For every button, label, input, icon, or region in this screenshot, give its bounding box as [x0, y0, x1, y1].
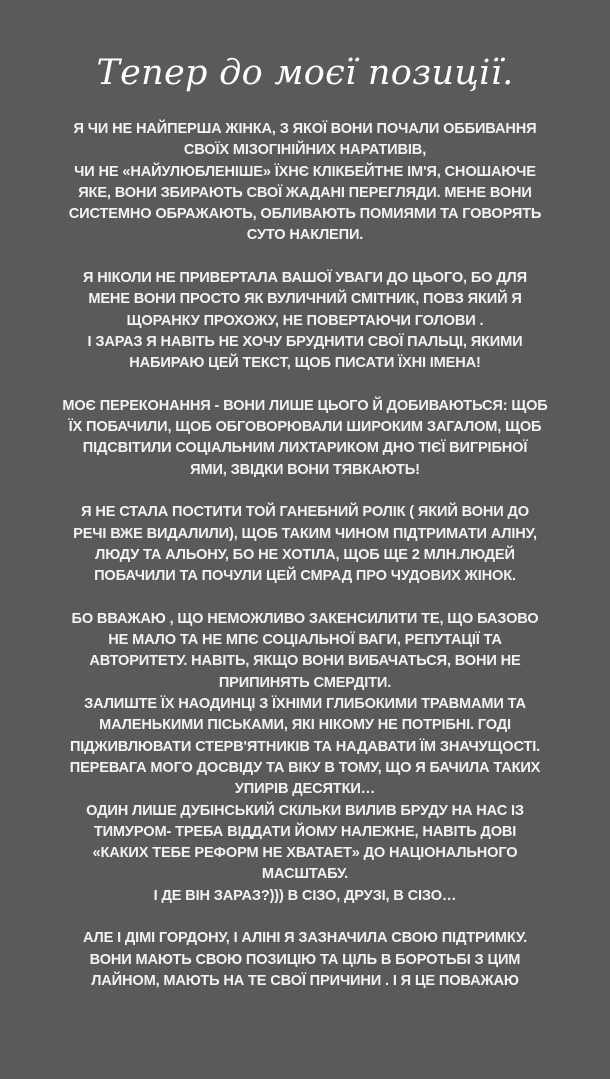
text-line: УПИРІВ ДЕСЯТКИ… — [234, 781, 376, 798]
text-line: ЛАЙНОМ, МАЮТЬ НА ТЕ СВОЇ ПРИЧИНИ . І Я ЦЕ ПОВАЖАЮ — [91, 972, 519, 989]
text-line: СИСТЕМНО ОБРАЖАЮТЬ, ОБЛИВАЮТЬ ПОМИЯМИ ТА ГОВОРЯТЬ — [68, 206, 542, 223]
paragraph-2 — [10, 268, 600, 374]
text-line: Я ЧИ НЕ НАЙПЕРША ЖІНКА, З ЯКОЇ ВОНИ ПОЧАЛИ ОББИВАННЯ — [73, 121, 537, 137]
text-line: ПОБАЧИЛИ ТА ПОЧУЛИ ЦЕЙ СМРАД ПРО ЧУДОВИХ ЖІНОК. — [94, 568, 516, 585]
text-line: ОДИН ЛИШЕ ДУБІНСЬКИЙ СКІЛЬКИ ВИЛИВ БРУДУ НА НАС ІЗ — [86, 802, 524, 819]
paragraph-6 — [10, 928, 600, 992]
paragraph-5 — [10, 609, 600, 907]
paragraph-3 — [10, 396, 600, 481]
text-line: ЧИ НЕ «НАЙУЛЮБЛЕНІШЕ» ЇХНЄ КЛІКБЕЙТНЕ ІМ'Я, СНОШАЮЧЕ — [74, 163, 536, 180]
text-line: ЩОРАНКУ ПРОХОЖУ, НЕ ПОВЕРТАЮЧИ ГОЛОВИ . — [126, 312, 484, 329]
text-line: «КАКИХ ТЕБЕ РЕФОРМ НЕ ХВАТАЕТ» ДО НАЦІОНАЛЬНОГО — [92, 845, 518, 862]
paragraph-1 — [10, 119, 600, 247]
story-title: Тепер до моєї позиції. — [96, 53, 514, 93]
text-line: МОЄ ПЕРЕКОНАННЯ - ВОНИ ЛИШЕ ЦЬОГО Й ДОБИВАЮТЬСЯ: ЩОБ — [62, 397, 548, 414]
text-line: ПЕРЕВАГА МОГО ДОСВІДУ ТА ВІКУ В ТОМУ, ЩО Я БАЧИЛА ТАКИХ — [69, 759, 541, 776]
text-line: ЛЮДУ ТА АЛЬОНУ, БО НЕ ХОТІЛА, ЩОБ ЩЕ 2 МЛН.ЛЮДЕЙ — [95, 546, 515, 563]
text-line: МЕНЕ ВОНИ ПРОСТО ЯК ВУЛИЧНИЙ СМІТНИК, ПОВЗ ЯКИЙ Я — [88, 291, 522, 308]
text-line: МАЛЕНЬКИМИ ПІСЬКАМИ, ЯКІ НІКОМУ НЕ ПОТРІБНІ. ГОДІ — [99, 717, 511, 734]
paragraph-4 — [10, 502, 600, 587]
text-line: РЕЧІ ВЖЕ ВИДАЛИЛИ), ЩОБ ТАКИМ ЧИНОМ ПІДТРИМАТИ АЛІНУ, — [73, 525, 537, 542]
text-line: БО ВВАЖАЮ , ЩО НЕМОЖЛИВО ЗАКЕНСИЛИТИ ТЕ, ЩО БАЗОВО — [71, 610, 539, 627]
text-line: ВОНИ МАЮТЬ СВОЮ ПОЗИЦІЮ ТА ЦІЛЬ В БОРОТЬБІ З ЦИМ — [89, 951, 521, 968]
text-line: ТИМУРОМ- ТРЕБА ВІДДАТИ ЙОМУ НАЛЕЖНЕ, НАВІТЬ ДОВІ — [93, 823, 517, 840]
text-line: І ДЕ ВІН ЗАРАЗ?))) В СІЗО, ДРУЗІ, В СІЗО… — [153, 887, 457, 904]
text-line: ЯКЕ, ВОНИ ЗБИРАЮТЬ СВОЇ ЖАДАНІ ПЕРЕГЛЯДИ. МЕНЕ ВОНИ — [78, 184, 532, 201]
text-line: АЛЕ І ДІМІ ГОРДОНУ, І АЛІНІ Я ЗАЗНАЧИЛА СВОЮ ПІДТРИМКУ. — [82, 930, 528, 947]
text-line: АВТОРИТЕТУ. НАВІТЬ, ЯКЩО ВОНИ ВИБАЧАТЬСЯ, ВОНИ НЕ — [89, 653, 521, 670]
text-line: І ЗАРАЗ Я НАВІТЬ НЕ ХОЧУ БРУДНИТИ СВОЇ ПАЛЬЦІ, ЯКИМИ — [87, 333, 523, 350]
text-line: ЇХ ПОБАЧИЛИ, ЩОБ ОБГОВОРЮВАЛИ ШИРОКИМ ЗАГАЛОМ, ЩОБ — [68, 419, 542, 436]
text-line: ПІДЖИВЛЮВАТИ СТЕРВ'ЯТНИКІВ ТА НАДАВАТИ ЇМ ЗНАЧУЩОСТІ. — [69, 738, 541, 755]
story-body — [10, 119, 600, 1013]
text-line: ЯМИ, ЗВІДКИ ВОНИ ТЯВКАЮТЬ! — [190, 461, 420, 478]
text-line: ПІДСВІТИЛИ СОЦІАЛЬНИМ ЛИХТАРИКОМ ДНО ТІЄЇ ВИГРІБНОЇ — [82, 440, 528, 457]
text-line: Я НЕ СТАЛА ПОСТИТИ ТОЙ ГАНЕБНИЙ РОЛІК ( ЯКИЙ ВОНИ ДО — [81, 504, 529, 521]
text-line: СУТО НАКЛЕПИ. — [246, 227, 364, 244]
text-line: ПРИПИНЯТЬ СМЕРДІТИ. — [218, 674, 392, 691]
text-line: Я НІКОЛИ НЕ ПРИВЕРТАЛА ВАШОЇ УВАГИ ДО ЦЬОГО, БО ДЛЯ — [83, 270, 527, 287]
text-line: МАСШТАБУ. — [261, 866, 349, 883]
text-line: СВОЇХ МІЗОГІНІЙНИХ НАРАТИВІВ, — [183, 142, 427, 159]
text-line: НЕ МАЛО ТА НЕ МПЄ СОЦІАЛЬНОЇ ВАГИ, РЕПУТАЦІЇ ТА — [108, 632, 502, 649]
text-line: НАБИРАЮ ЦЕЙ ТЕКСТ, ЩОБ ПИСАТИ ЇХНІ ІМЕНА! — [129, 355, 481, 372]
text-line: ЗАЛИШТЕ ЇХ НАОДИНЦІ З ЇХНІМИ ГЛИБОКИМИ ТРАВМАМИ ТА — [84, 696, 526, 713]
